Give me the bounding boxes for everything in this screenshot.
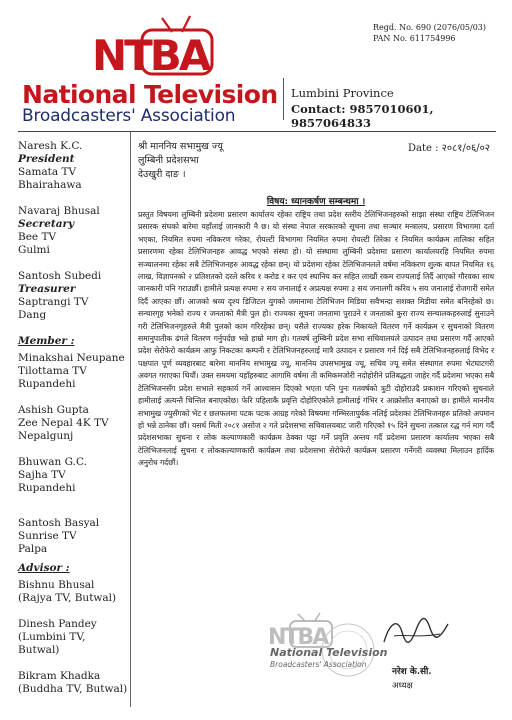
advisor-org: (Rajya TV, Butwal)	[18, 592, 117, 604]
advisor-name: Dinesh Pandey	[18, 618, 97, 630]
letter-body: प्रस्तुत विषयमा लुम्बिनी प्रदेशमा प्रसारण कार्यालय रहेका राष्ट्रिय तथा प्रदेश स्तरीय टेलिभिजनहरुको साझा संस्था राष्ट्रिय टेलिभिजन प्रसारक संघको बारेमा यहाँलाई जानकारी नै छ। यो संस्था नेपाल सरकारको सूचना तथा सञ्चार मन्त्रालय, प्रसारण विभागमा दर्ता भएका, नियमित रुपमा नविकरण गरेका, रोयल्टी विभागमा नियमित रुपमा रोयल्टी तिरेका र नियमित कार्यक्रम तालिका सहित प्रसारणमा रहेका टेलिभिजनहरु आवद्ध भएको संस्था हो। यो संस्थामा लुम्बिनी प्रदेशमा प्रसारण कार्यालयरहि नियमित रुपमा सञ्चालनमा रहेका सबै टेलिभिजनहरु आवद्ध रहेका छन्। यो प्रदेशमा रहेका टेलिभिजनलले वर्षमा नविकरण शुल्क बापत नियमित १६ लाख, विज्ञापनको २ प्रतिशतको दरले करिव १ करोड र कर एवं स्थानिय कर सहित लाखौं रकम राज्यलाई तिर्दै आएको गौरवका साथ जानकारी पनि गराउछौं। हामीले प्रत्यक्ष रुपमा २ सय जनालाई र अप्रत्यक्ष रुपमा ३ सय जनालगी करिव ५ सय जनालाई रोजगारी समेत दिदैं आएका छौं। आजको श्रव्य दृश्य डिजिटल युगको जमानामा टेलिभिजन मिडिया सवैभन्दा सशक्त मिडीया समेत बनिरहेको छ। सन्चारगृह भनेको राज्य र जनताको मैत्री पुल हो। राज्यका सूचना जनतामा पुराउने र जनताको कुरा राज्य सन्चालकहरुलाई सुनाउने गरी टेलिभिजनगृहरुले मैत्री पुलको काम गरिरहेका छन्। यसैले राज्यका हरेक निकायले वितरण गर्ने कार्यक्रम र सुचनाको वितरण समानुपातीक ढंगले वितरण गर्नुपर्दछ भन्ने हाम्रो माग हो। गतवर्ष लुम्बिनी प्रदेश सभा सचिवालयले उत्पादन तथा प्रसारण गर्दै आएको प्रदेश सेरोफेरो कार्यक्रम आफु निकटका कम्पनी र टेलिभिजनहरुलाई मात्रै उत्पादन र प्रसारण गर्न दिई सबै टेलिभिजनहरुलाई विभेद र पक्षपात पूर्ण व्यवहारबाट बारेमा माननिय सभामुख ज्यू, माननिय उपसभामुख ज्यू, सचिव ज्यू समेत संस्थागत रुपमा भेटघाटगरी अवगत गराएका थियौं। उक्त समयमा यहाँहरुबाट आगामि वर्षमा ती कमिकमजोरी नदोहोरीने प्रतिबद्धता जाहेर गर्दै प्रदेशमा भएका सबै टेलिभिजनसँग प्रदेश सभाले सहकार्य गर्ने आश्वासन दिएको भएता पनि पुनः गतवर्षको त्रुटी दोहोराउदै प्रकाशन गरिएको सुचनाले हामीलाई अत्यन्तै चिन्तित बनाएकोछ। फेरि पहिलाकै प्रवृत्ति दोहोरिएकोले हामीलाई गंभिर र आक्रोसीत बनाएको छ। हामीले माननीय सभामुख ज्युसँगको भेट र छलफलमा पटक पटक आग्रह गरेको विषयमा गम्भिरतापुर्वक नलिई प्रदेशका टेलिभिजनहरु प्रतिको अपमान हो भन्ने ठानेका छौं। यसर्थ मिती २०८१ असोज २ गते प्रदेशसभा सचिवालयबाट जारी गरिएको १५ दिने सुचना तत्काल रद्ध गर्न माग गर्दै प्रदेशसभाका सुचना र लोक कल्याणकारी कार्यक्रम ठेक्का पट्टा गर्ने प्रवृति अन्तय गर्दै प्रदेशमा प्रसारण कार्यालय भएका सबै टेलिभिजनलाई सुचना र लोककल्याणकारी कार्यक्रम तथा प्रदेशसभा सेरोफेरो कार्यक्रम प्रसारण गर्नेगरी व्यवस्था मिलाउन हार्दिक अनुरोध गर्दछौं।	[138, 210, 494, 468]
stamp-abbr: NTBA	[268, 625, 328, 650]
sidebar-divider	[130, 132, 131, 707]
header-divider	[283, 78, 284, 120]
officer-place: Dang	[18, 309, 47, 321]
advisor-entry	[18, 670, 130, 696]
letter-date: Date : २०८१/०६/०२	[408, 143, 490, 154]
member-name: Santosh Basyal	[18, 517, 100, 529]
advisor-heading: Advisor :	[18, 562, 70, 574]
registration-number: Regd. No. 690 (2076/05/03)	[372, 23, 486, 32]
sidebar-officers	[18, 140, 130, 709]
subject-text: विषय: ध्यानकर्षण सम्बन्धमा ।	[266, 197, 366, 207]
stamp-line1: National Television	[270, 646, 388, 659]
officer-place: Bhairahawa	[18, 179, 82, 191]
officer-place: Gulmi	[18, 244, 50, 256]
member-heading: Member :	[18, 335, 75, 347]
stamp-line2: Broadcasters' Association	[270, 660, 367, 669]
officer-role: Secretary	[18, 218, 75, 230]
officer-president	[18, 140, 130, 192]
registration-info	[373, 22, 486, 44]
contact-numbers: Contact: 9857010601, 9857064833	[291, 102, 434, 130]
addressee-line: देउखुरी दाङ ।	[138, 169, 186, 180]
org-name-line2: Broadcasters' Association	[22, 106, 236, 126]
addressee-line: श्री माननिय सभामुख ज्यू	[138, 141, 223, 152]
officer-org: Bee TV	[18, 231, 57, 243]
officer-secretary	[18, 205, 130, 257]
member-entry	[18, 352, 130, 391]
letter-subject	[138, 194, 494, 207]
member-place: Rupandehi	[18, 378, 76, 390]
advisor-entry	[18, 579, 130, 605]
member-entry	[18, 404, 130, 443]
member-entry	[18, 517, 130, 556]
signer-title: अध्यक्ष	[392, 681, 413, 691]
member-org: Sunrise TV	[18, 530, 77, 542]
advisor-org: (Buddha TV, Butwal)	[18, 683, 128, 695]
member-entry	[18, 456, 130, 495]
officer-name: Naresh K.C.	[18, 140, 83, 152]
member-name: Minakshai Neupane	[18, 352, 125, 364]
header-rule	[18, 131, 496, 132]
letter-content	[138, 140, 494, 468]
member-org: Zee Nepal 4K TV	[18, 417, 109, 429]
officer-role: Treasurer	[18, 283, 76, 295]
signer-name: नरेश के.सी.	[392, 667, 432, 677]
officer-org: Saptrangi TV	[18, 296, 89, 308]
member-name: Bhuwan G.C.	[18, 456, 87, 468]
member-name: Ashish Gupta	[18, 404, 89, 416]
ntba-logo-icon	[90, 14, 222, 78]
officer-org: Samata TV	[18, 166, 77, 178]
advisor-name: Bikram Khadka	[18, 670, 101, 682]
pan-number: PAN No. 611754996	[372, 34, 456, 43]
advisor-org: (Lumbini TV, Butwal)	[18, 631, 86, 656]
advisor-name: Bishnu Bhusal	[18, 579, 95, 591]
member-place: Nepalgunj	[18, 430, 74, 442]
addressee-block	[138, 140, 494, 182]
org-name-line1: National Television	[22, 80, 278, 109]
officer-treasurer	[18, 270, 130, 322]
province-label: Lumbini Province	[291, 86, 394, 100]
officer-role: President	[18, 153, 75, 165]
addressee-line: लुम्बिनी प्रदेशसभा	[138, 155, 199, 166]
member-place: Palpa	[18, 543, 48, 555]
officer-name: Navaraj Bhusal	[18, 205, 100, 217]
advisor-entry	[18, 618, 130, 657]
member-place: Rupandehi	[18, 482, 76, 494]
logo-abbr: NTBA	[92, 31, 209, 78]
signature-icon	[380, 612, 452, 652]
member-org: Tilottama TV	[18, 365, 87, 377]
member-org: Sajha TV	[18, 469, 66, 481]
officer-name: Santosh Subedi	[18, 270, 102, 282]
